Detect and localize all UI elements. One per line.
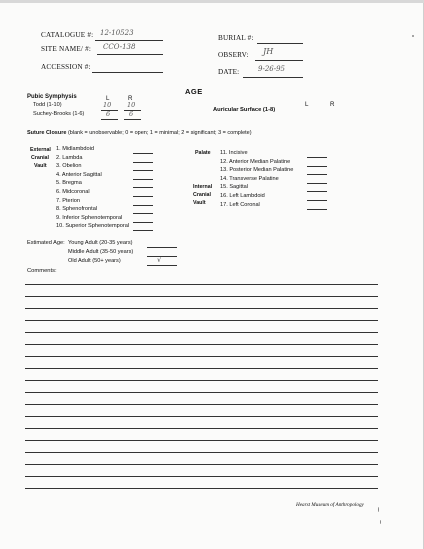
suture-site-label: 14. Transverse Palatine	[220, 175, 279, 182]
suture-site-score-line	[133, 179, 153, 180]
comment-line	[25, 404, 378, 405]
auricular-left-col-header: L	[305, 101, 309, 108]
catalogue-label: CATALOGUE #:	[41, 31, 94, 39]
auricular-surface-label: Auricular Surface (1-8)	[213, 107, 276, 113]
estimated-age-option: Middle Adult (35-50 years)	[68, 249, 134, 255]
suchey-right-value: 6	[129, 110, 134, 118]
suture-site-score-line	[307, 174, 327, 175]
suture-site-score-line	[307, 183, 327, 184]
suture-site-label: 5. Bregma	[56, 180, 82, 187]
suture-site-label: 4. Anterior Sagittal	[56, 171, 102, 178]
suture-site-label: 15. Sagittal	[220, 184, 248, 191]
comment-line	[25, 320, 378, 321]
pubic-left-col-header: L	[106, 95, 110, 102]
estimated-age-label: Estimated Age:	[27, 240, 65, 246]
suture-site-score-line	[133, 205, 153, 206]
suture-closure-heading: Suture Closure	[27, 130, 67, 136]
comment-line	[25, 464, 378, 465]
suture-site-score-line	[133, 187, 153, 188]
suture-closure-legend	[27, 130, 252, 136]
suchey-left-line	[101, 119, 118, 120]
comment-line	[25, 452, 378, 453]
palate-group-label: Palate	[195, 150, 211, 156]
comment-line	[25, 440, 378, 441]
suture-closure-scale: (blank = unobservable; 0 = open; 1 = minimal; 2 = significant; 3 = complete)	[67, 130, 252, 136]
estimated-age-option: Young Adult (20-35 years)	[68, 240, 133, 246]
burial-field-line	[257, 43, 303, 44]
burial-label: BURIAL #:	[218, 34, 254, 42]
suture-site-score-line	[307, 166, 327, 167]
site-name-field-line	[97, 54, 163, 55]
auricular-right-col-header: R	[330, 101, 335, 108]
observer-label: OBSERV:	[218, 51, 249, 59]
suchey-right-line	[124, 119, 141, 120]
date-label: DATE:	[218, 68, 240, 76]
suture-site-label: 3. Obelion	[56, 163, 82, 170]
suture-site-score-line	[307, 200, 327, 201]
site-name-value: CCO-138	[103, 43, 136, 51]
suture-site-label: 11. Incisive	[220, 150, 248, 156]
comment-line	[25, 476, 378, 477]
comment-line	[25, 308, 378, 309]
comment-line	[25, 488, 378, 489]
comment-line	[25, 344, 378, 345]
suture-site-score-line	[307, 157, 327, 158]
suture-site-score-line	[133, 170, 153, 171]
pubic-symphysis-heading: Pubic Symphysis	[27, 94, 77, 100]
suture-site-score-line	[307, 209, 327, 210]
internal-cranial-vault-label: Internal Cranial Vault	[193, 184, 213, 206]
suture-site-score-line	[133, 213, 153, 214]
museum-footer: Hearst Museum of Anthropology	[296, 502, 364, 508]
scan-speck	[378, 507, 379, 512]
comment-line	[25, 284, 378, 285]
suture-site-label: 16. Left Lambdoid	[220, 193, 265, 199]
suture-site-label: 9. Inferior Sphenotemporal	[56, 214, 123, 221]
comment-line	[25, 416, 378, 417]
suture-site-label: 8. Sphenofrontal	[56, 206, 98, 213]
external-cranial-vault-label: External Cranial Vault	[30, 147, 51, 169]
suture-site-label: 13. Posterior Median Palatine	[220, 167, 294, 174]
accession-label: ACCESSION #:	[41, 63, 91, 71]
suture-site-score-line	[133, 153, 153, 154]
suture-site-score-line	[307, 191, 327, 192]
comment-line	[25, 428, 378, 429]
suture-site-label: 12. Anterior Median Palatine	[220, 158, 291, 165]
estimated-age-option-line	[147, 256, 177, 257]
estimated-age-option-line	[147, 247, 177, 248]
estimated-age-option-line	[147, 265, 177, 266]
suture-site-label: 6. Midcoronal	[56, 189, 90, 195]
suture-site-label: 2. Lambda	[56, 154, 83, 161]
comment-line	[25, 368, 378, 369]
suture-site-label: 7. Pterion	[56, 197, 80, 204]
catalogue-value: 12-10523	[100, 29, 134, 37]
comment-line	[25, 356, 378, 357]
suture-site-score-line	[133, 162, 153, 163]
comment-line	[25, 392, 378, 393]
suchey-brooks-label: Suchey-Brooks (1-6)	[33, 111, 85, 117]
todd-right-value: 10	[127, 101, 136, 109]
accession-field-line	[92, 72, 163, 73]
todd-label: Todd (1-10)	[33, 102, 62, 108]
pubic-right-col-header: R	[128, 95, 133, 102]
age-section-title: AGE	[185, 87, 203, 96]
estimated-age-option: Old Adult (50+ years)	[68, 258, 121, 264]
scan-top-edge	[0, 0, 424, 3]
comment-line	[25, 332, 378, 333]
todd-left-value: 10	[103, 101, 112, 109]
suture-site-score-line	[133, 230, 153, 231]
old-adult-check-mark: √	[157, 256, 162, 264]
observer-value: JH	[263, 47, 274, 56]
observer-field-line	[255, 60, 303, 61]
date-value: 9-26-95	[258, 65, 285, 73]
scan-speck	[380, 520, 381, 524]
suture-site-label: 1. Midlambdoid	[56, 146, 94, 152]
suture-site-label: 17. Left Coronal	[220, 201, 260, 208]
suture-site-score-line	[133, 196, 153, 197]
suture-site-score-line	[133, 222, 153, 223]
date-field-line	[243, 77, 303, 78]
comments-label: Comments:	[27, 268, 57, 274]
site-name-label: SITE NAME/ #:	[41, 45, 92, 53]
scan-speck	[412, 35, 414, 37]
suture-site-label: 10. Superior Sphenotemporal	[56, 223, 130, 230]
comment-line	[25, 380, 378, 381]
comment-line	[25, 296, 378, 297]
suchey-left-value: 6	[106, 110, 111, 118]
catalogue-field-line	[95, 40, 163, 41]
